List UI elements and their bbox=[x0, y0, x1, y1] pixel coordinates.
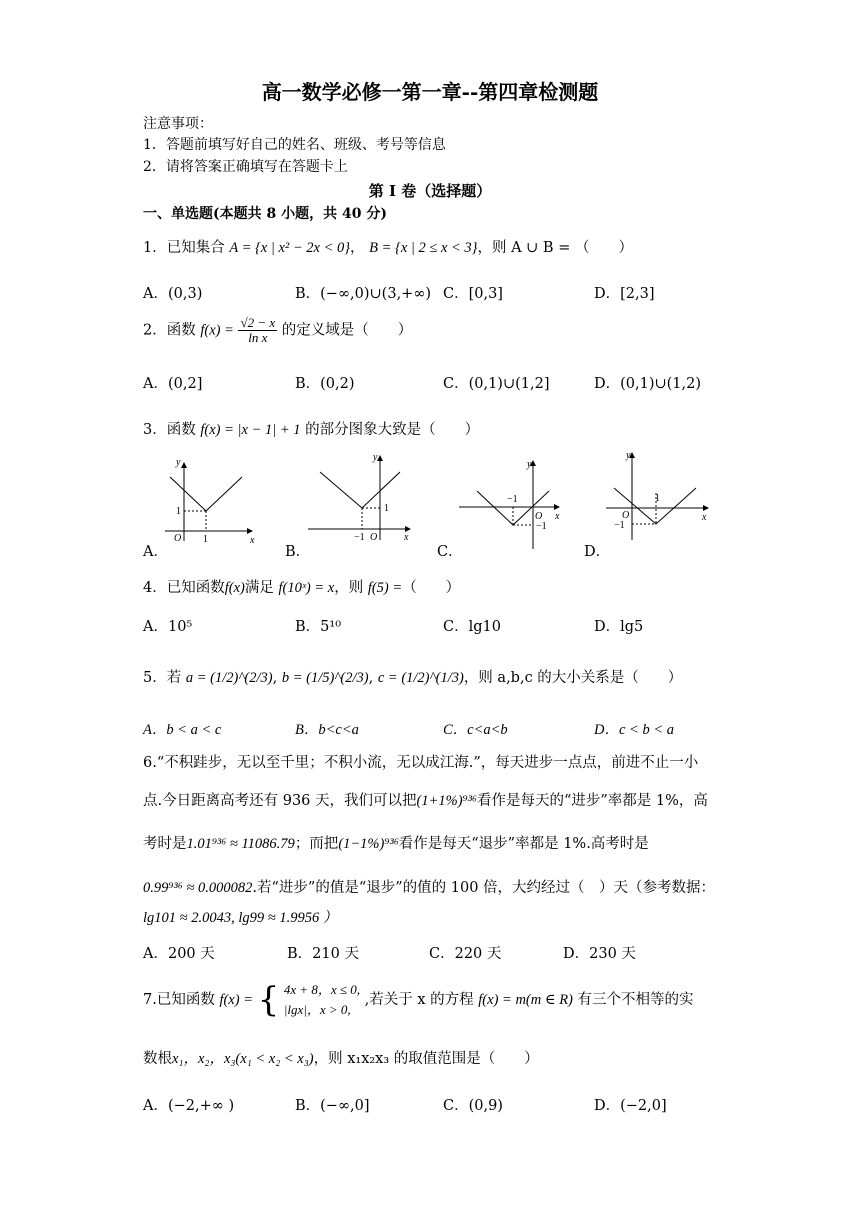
graph-d-origin: O bbox=[622, 510, 630, 521]
q7-mid: ,若关于 x 的方程 bbox=[364, 992, 474, 1008]
q6-option-c[interactable]: C．220 天 bbox=[429, 946, 502, 962]
q4-option-c[interactable]: C．lg10 bbox=[443, 619, 501, 635]
question-2: 2．函数 f(x) = $\frac{√2 - x}{\text{ln x}}$ 的定义域是（ ） bbox=[143, 315, 413, 345]
graph-b-tick-x: −1 bbox=[354, 532, 365, 543]
q5-prefix: 5．若 bbox=[143, 670, 182, 686]
graph-d-tick-x: 1 bbox=[655, 493, 660, 504]
q1-option-c[interactable]: C．[0,3] bbox=[443, 286, 503, 302]
q2-option-c[interactable]: C．(0,1)∪(1,2] bbox=[443, 376, 550, 392]
graph-a-x-label: x bbox=[250, 535, 255, 545]
q6-line-1: 6.“不积跬步，无以至千里；不积小流，无以成江海.”，每天进步一点点，前进不止一小 bbox=[143, 755, 699, 771]
question-4 bbox=[143, 576, 460, 597]
graph-c-tick-x: −1 bbox=[507, 494, 518, 505]
q4-mid: 满足 bbox=[244, 580, 274, 596]
q4-end: （ ） bbox=[402, 580, 461, 596]
q4-option-d[interactable]: D．lg5 bbox=[594, 619, 644, 635]
q6-expr-regress-value: 0.99⁹³⁶ ≈ 0.000082 bbox=[143, 880, 253, 896]
q1-ask: ，则 A ∪ B = （ ） bbox=[477, 240, 633, 256]
q7-roots: x₁，x₂，x₃(x₁ < x₂ < x₃) bbox=[172, 1051, 314, 1067]
q5-suffix: ，则 a,b,c 的大小关系是（ ） bbox=[463, 670, 683, 686]
q7-option-d[interactable]: D．(−2,0] bbox=[594, 1098, 667, 1114]
q4-prefix: 4．已知函数 bbox=[143, 580, 225, 596]
graph-c-x-label: x bbox=[555, 511, 560, 522]
q2-numerator: √2 − x bbox=[240, 315, 276, 330]
q6-line-2: 点.今日距离高考还有 936 天，我们可以把(1+1%)⁹³⁶看作是每天的“进步”率都是 1%，高 bbox=[143, 793, 708, 809]
q6-option-a[interactable]: A．200 天 bbox=[143, 946, 215, 962]
graph-d-y-label: y bbox=[626, 450, 631, 461]
q2-option-b[interactable]: B．(0,2) bbox=[295, 376, 355, 392]
graph-a-y-label: y bbox=[176, 457, 181, 468]
graph-b-origin: O bbox=[370, 532, 378, 543]
notice-item-1: 1．答题前填写好自己的姓名、班级、考号等信息 bbox=[143, 137, 446, 153]
q4-fx: f(x) bbox=[224, 580, 245, 596]
q1-option-a[interactable]: A．(0,3) bbox=[143, 286, 203, 302]
q6-expr-regress: (1−1%)⁹³⁶ bbox=[338, 836, 399, 852]
q2-fraction bbox=[238, 316, 277, 345]
graph-b-tick-y: 1 bbox=[384, 503, 389, 514]
q7-option-b[interactable]: B．(−∞,0] bbox=[295, 1098, 370, 1114]
q3-prefix: 3．函数 bbox=[143, 422, 196, 438]
q3-option-a[interactable]: A． bbox=[143, 544, 168, 560]
q6-option-d[interactable]: D．230 天 bbox=[563, 946, 636, 962]
q6-line-4: 0.99⁹³⁶ ≈ 0.000082.若“进步”的值是“退步”的值的 100 倍，大约经过（ ）天（参考数据： bbox=[143, 880, 716, 896]
q6-line-3: 考时是1.01⁹³⁶ ≈ 11086.79；而把(1−1%)⁹³⁶看作是每天“退步”率都是 1%.高考时是 bbox=[143, 836, 649, 852]
q7-prefix: 7.已知函数 bbox=[143, 992, 215, 1008]
q4-condition: f(10ˣ) = x bbox=[278, 580, 335, 596]
q3-graph-d bbox=[600, 448, 715, 543]
q2-option-a[interactable]: A．(0,2] bbox=[143, 376, 203, 392]
graph-b-y-label: y bbox=[373, 452, 378, 463]
graph-c-y-label: y bbox=[527, 459, 532, 470]
q4-f5: f(5) = bbox=[367, 580, 403, 596]
q5-option-a[interactable]: A．b < a < c bbox=[143, 722, 222, 738]
q7-option-a[interactable]: A．(−2,+∞ ) bbox=[143, 1098, 235, 1114]
notice-heading: 注意事项： bbox=[143, 116, 213, 132]
q3-function: f(x) = |x − 1| + 1 bbox=[200, 422, 301, 438]
q7-end-1: 有三个不相等的实 bbox=[577, 992, 694, 1008]
q6-option-b[interactable]: B．210 天 bbox=[287, 946, 359, 962]
q2-option-d[interactable]: D．(0,1)∪(1,2) bbox=[594, 376, 702, 392]
q1-set-b: B = {x | 2 ≤ x < 3} bbox=[369, 240, 478, 256]
question-7: 7.已知函数 f(x) = { 4x + 8，x ≤ 0, |lgx|，x > 0, ,若关于 x 的方程 f(x) = m(m ∈ R) 有三个不相等的实 bbox=[143, 980, 694, 1020]
page-title: 高一数学必修一第一章--第四章检测题 bbox=[261, 80, 599, 104]
q3-option-b[interactable]: B． bbox=[285, 544, 311, 560]
q5-option-b[interactable]: B．b<c<a bbox=[295, 722, 359, 738]
q3-option-c[interactable]: C． bbox=[437, 544, 463, 560]
q7-piecewise bbox=[284, 980, 360, 1020]
q4-ask: ，则 bbox=[334, 580, 364, 596]
q7-line-2: 数根x₁，x₂，x₃(x₁ < x₂ < x₃)，则 x₁x₂x₃ 的取值范围是（ ） bbox=[143, 1051, 539, 1067]
graph-a-tick-y: 1 bbox=[176, 506, 181, 517]
q6-line-5: lg101 ≈ 2.0043, lg99 ≈ 1.9956 ） bbox=[143, 910, 338, 926]
graph-c-tick-y: −1 bbox=[536, 521, 547, 532]
question-3 bbox=[143, 418, 479, 439]
q3-graph-b bbox=[300, 450, 420, 545]
q1-option-d[interactable]: D．[2,3] bbox=[594, 286, 655, 302]
q4-option-a[interactable]: A．10⁵ bbox=[143, 619, 193, 635]
q1-prefix: 1．已知集合 bbox=[143, 240, 225, 256]
graph-b-x-label: x bbox=[404, 532, 409, 543]
q1-set-a: A = {x | x² − 2x < 0} bbox=[229, 240, 351, 256]
q7-case-1: 4x + 8，x ≤ 0, bbox=[283, 982, 361, 997]
question-5: 5．若 a = (1/2)^(2/3), b = (1/5)^(2/3), c = (1/2)^(1/3)，则 a,b,c 的大小关系是（ ） bbox=[143, 670, 683, 686]
q2-prefix: 2．函数 bbox=[143, 322, 196, 339]
graph-a-tick-x: 1 bbox=[203, 534, 208, 545]
q5-option-d[interactable]: D．c < b < a bbox=[594, 722, 674, 738]
q7-equation: f(x) = m(m ∈ R) bbox=[478, 992, 573, 1008]
q5-option-c[interactable]: C．c<a<b bbox=[443, 722, 508, 738]
q6-expr-progress-value: 1.01⁹³⁶ ≈ 11086.79 bbox=[186, 836, 295, 852]
q5-c: c = (1/2)^(1/3) bbox=[377, 670, 464, 686]
part-title: 第 I 卷（选择题） bbox=[368, 182, 492, 200]
graph-d-tick-y: −1 bbox=[614, 520, 625, 531]
q3-option-d[interactable]: D． bbox=[584, 544, 611, 560]
graph-c-origin: O bbox=[535, 511, 543, 522]
graph-d-x-label: x bbox=[702, 512, 707, 523]
q7-case-2: |lgx|，x > 0, bbox=[283, 1002, 351, 1017]
q3-suffix: 的部分图象大致是（ ） bbox=[305, 422, 480, 438]
q5-b: b = (1/5)^(2/3) bbox=[281, 670, 369, 686]
q2-suffix: 的定义域是（ ） bbox=[281, 322, 413, 339]
q5-a: a = (1/2)^(2/3) bbox=[185, 670, 273, 686]
q2-denominator: ln x bbox=[248, 330, 268, 345]
q6-expr-progress: (1+1%)⁹³⁶ bbox=[416, 793, 477, 809]
q3-graph-c bbox=[455, 455, 565, 550]
q1-option-b[interactable]: B．(−∞,0)∪(3,+∞) bbox=[295, 286, 432, 302]
question-1: 1．已知集合 A = {x | x² − 2x < 0}， B = {x | 2 ≤ x < 3}，则 A ∪ B = （ ） bbox=[143, 240, 633, 256]
section-title: 一、单选题(本题共 8 小题，共 40 分) bbox=[143, 206, 387, 222]
graph-a-origin: O bbox=[174, 533, 182, 544]
notice-item-2: 2．请将答案正确填写在答题卡上 bbox=[143, 159, 348, 175]
q7-option-c[interactable]: C．(0,9) bbox=[443, 1098, 503, 1114]
q3-graph-a bbox=[160, 455, 260, 545]
q4-option-b[interactable]: B．5¹⁰ bbox=[295, 619, 342, 635]
